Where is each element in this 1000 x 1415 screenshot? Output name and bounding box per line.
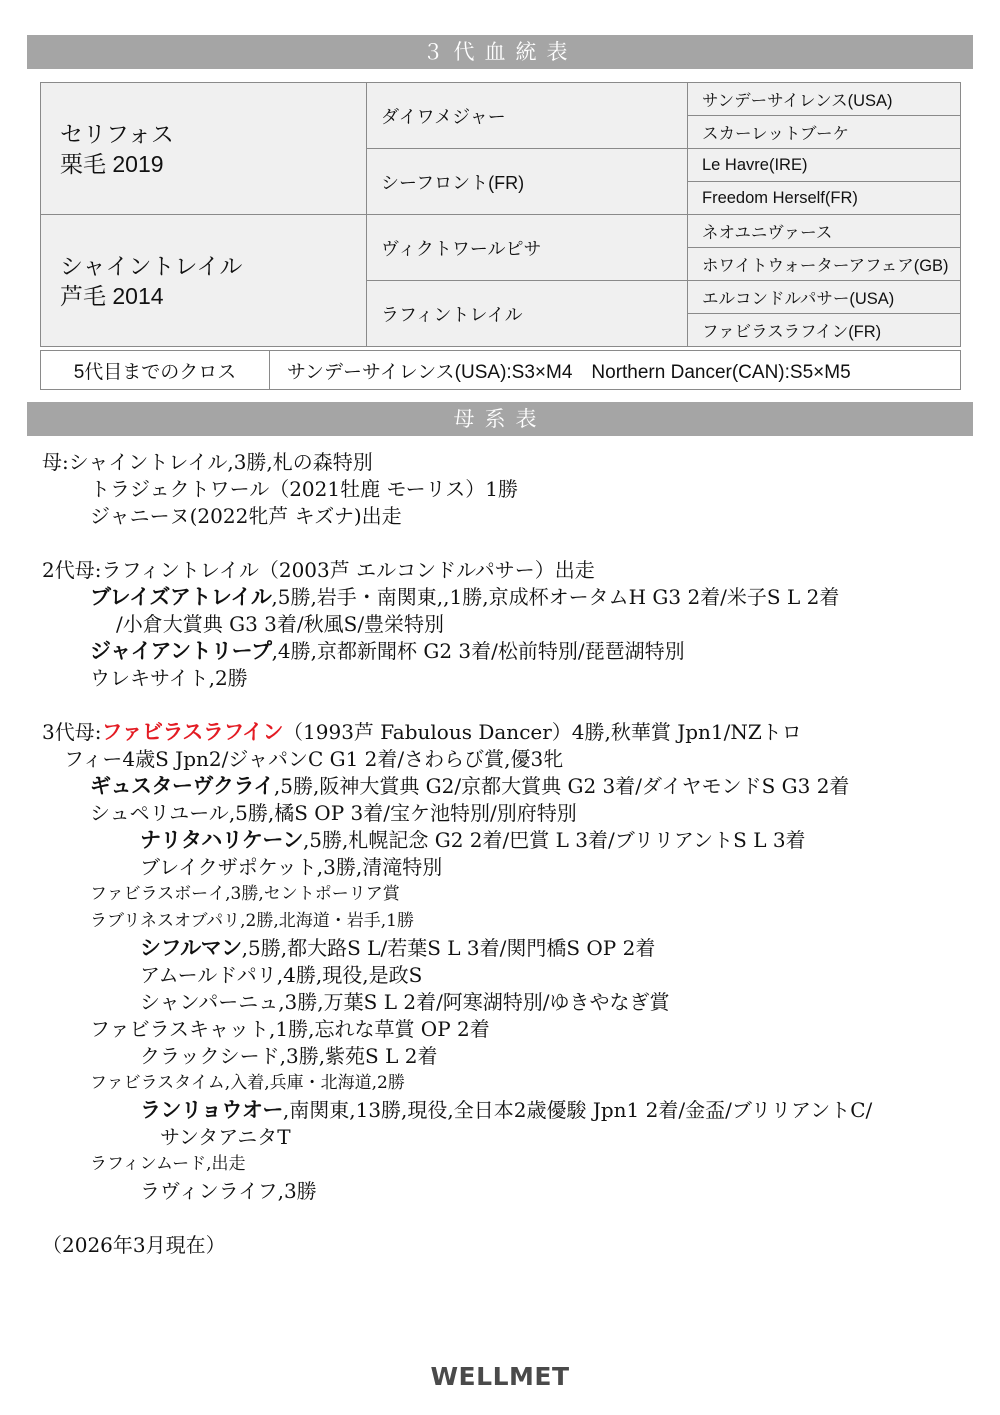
ancestor-gen3: サンデーサイレンス(USA) — [688, 83, 961, 116]
horse-name: シャンパーニュ — [140, 990, 279, 1014]
dam-sire: ヴィクトワールピサ — [367, 215, 688, 281]
ancestor-gen3: ファビラスラフイン(FR) — [688, 314, 961, 347]
horse-record: ,南関東,13勝,現役,全日本2歳優駿 Jpn1 2着/金盃/ブリリアントC/ — [282, 1098, 873, 1122]
family-line — [140, 935, 655, 962]
family-line — [90, 638, 685, 665]
family-line: ジャニーヌ(2022牝芦 キズナ)出走 — [90, 504, 402, 528]
family-line: ファビラスタイム,入着,兵庫・北海道,2勝 — [90, 1073, 405, 1093]
family-line: /小倉大賞典 G3 3着/秋風S/豊栄特別 — [116, 612, 445, 636]
family-line: ウレキサイト,2勝 — [90, 666, 248, 690]
horse-record: ,4勝,京都新聞杯 G2 3着/松前特別/琵琶湖特別 — [271, 639, 685, 663]
family-line — [90, 1016, 490, 1043]
as-of-date: （2026年3月現在） — [42, 1233, 226, 1257]
horse-name: ナリタハリケーン — [140, 828, 303, 852]
pedigree-table — [40, 82, 961, 347]
family-line: 2代母:ラフィントレイル（2003芦 エルコンドルパサー）出走 — [42, 558, 595, 582]
horse-name: ブレイズアトレイル — [90, 585, 272, 609]
horse-name: ギュスターヴクライ — [90, 774, 274, 798]
ancestor-gen3: スカーレットブーケ — [688, 116, 961, 149]
family-line — [140, 1097, 872, 1124]
family-line: ブレイクザポケット,3勝,清滝特別 — [140, 855, 443, 879]
family-line — [90, 773, 849, 800]
pedigree-section-header: ３代血統表 — [27, 35, 973, 69]
family-line — [90, 800, 577, 827]
sire-info: 栗毛 2019 — [60, 150, 164, 177]
horse-name: シュペリユール — [90, 801, 229, 825]
horse-record: ,3勝,紫苑S L 2着 — [279, 1044, 438, 1068]
family-line: サンタアニタT — [160, 1125, 291, 1149]
cross-table — [40, 350, 961, 390]
dam-cell — [41, 215, 367, 347]
family-line: アムールドパリ,4勝,現役,是政S — [140, 963, 423, 987]
family-line — [140, 989, 670, 1016]
family-line: ファビラスボーイ,3勝,セントポーリア賞 — [90, 884, 400, 904]
family-line: 母:シャイントレイル,3勝,札の森特別 — [42, 450, 373, 474]
sire-sire: ダイワメジャー — [367, 83, 688, 149]
ancestor-gen3: Freedom Herself(FR) — [688, 182, 961, 215]
horse-record: ,1勝,忘れな草賞 OP 2着 — [269, 1017, 490, 1041]
cross-label: 5代目までのクロス — [41, 351, 270, 390]
wellmet-logo: WELLMET — [430, 1362, 570, 1391]
family-line: ラフィンムード,出走 — [90, 1154, 246, 1174]
sire-dam: シーフロント(FR) — [367, 149, 688, 215]
dam-dam: ラフィントレイル — [367, 281, 688, 347]
family-line — [140, 1043, 437, 1070]
line-prefix: 3代母: — [42, 720, 102, 744]
family-line: フィー4歳S Jpn2/ジャパンC G1 2着/さわらび賞,優3牝 — [64, 747, 564, 771]
horse-name: クラックシード — [140, 1044, 280, 1068]
horse-name: ジャイアントリープ — [90, 639, 272, 663]
cross-value: サンデーサイレンス(USA):S3×M4 Northern Dancer(CAN):S5×M5 — [270, 351, 961, 390]
family-line — [140, 827, 806, 854]
family-line — [90, 584, 839, 611]
dam-name: シャイントレイル — [60, 252, 243, 279]
ancestor-gen3: ホワイトウォーターアフェア(GB) — [688, 248, 961, 281]
ancestor-gen3: エルコンドルパサー(USA) — [688, 281, 961, 314]
horse-record: ,5勝,岩手・南関東,,1勝,京成杯オータムH G3 2着/米子S L 2着 — [271, 585, 840, 609]
horse-record: （1993芦 Fabulous Dancer）4勝,秋華賞 Jpn1/NZトロ — [283, 720, 802, 744]
horse-record: ,5勝,都大路S L/若葉S L 3着/関門橋S OP 2着 — [241, 936, 656, 960]
third-dam-name: ファビラスラフイン — [101, 720, 284, 744]
family-line: トラジェクトワール（2021牡鹿 モーリス）1勝 — [90, 477, 518, 501]
horse-record: ,5勝,札幌記念 G2 2着/巴賞 L 3着/ブリリアントS L 3着 — [302, 828, 806, 852]
family-line: ラヴィンライフ,3勝 — [140, 1179, 317, 1203]
dam-info: 芦毛 2014 — [60, 282, 164, 309]
family-line: ラブリネスオブパリ,2勝,北海道・岩手,1勝 — [90, 911, 414, 931]
horse-record: ,5勝,阪神大賞典 G2/京都大賞典 G2 3着/ダイヤモンドS G3 2着 — [273, 774, 850, 798]
horse-record: ,3勝,万葉S L 2着/阿寒湖特別/ゆきやなぎ賞 — [278, 990, 670, 1014]
ancestor-gen3: ネオユニヴァース — [688, 215, 961, 248]
family-line — [42, 719, 802, 746]
sire-name: セリフォス — [60, 120, 174, 147]
family-section-header: 母系表 — [27, 402, 973, 436]
horse-record: ,5勝,橘S OP 3着/宝ケ池特別/別府特別 — [228, 801, 577, 825]
sire-cell — [41, 83, 367, 215]
ancestor-gen3: Le Havre(IRE) — [688, 149, 961, 182]
horse-name: シフルマン — [140, 936, 242, 960]
horse-name: ファビラスキャット — [90, 1017, 269, 1041]
horse-name: ランリョウオー — [140, 1098, 283, 1122]
